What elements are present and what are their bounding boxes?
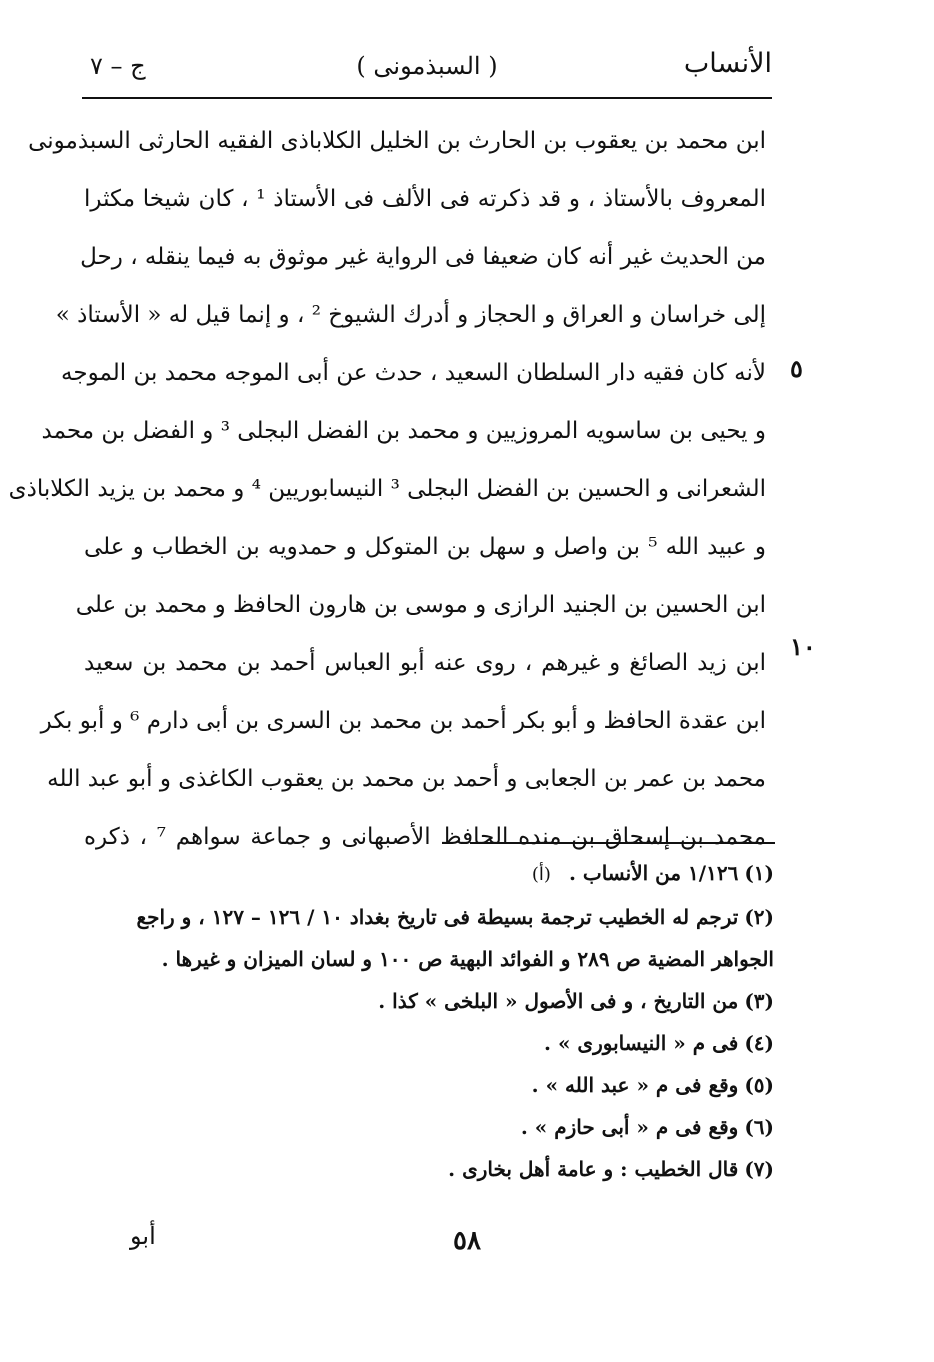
header-volume: ج – ٧ xyxy=(90,52,146,80)
footnote-number: (٤) xyxy=(744,1031,774,1055)
page-header xyxy=(82,48,772,94)
footnote-4 xyxy=(84,1022,774,1064)
footnote-text: وقع فى م « عبد الله » . xyxy=(531,1073,739,1097)
footnote-number: (٥) xyxy=(744,1073,774,1097)
catchword: أبو xyxy=(130,1222,156,1250)
text-line: إلى خراسان و العراق و الحجاز و أدرك الشيوخ ² ، و إنما قيل له « الأستاذ » xyxy=(55,302,766,328)
line-number-10: ١٠ xyxy=(790,632,816,661)
footnote-marker: (أ) xyxy=(531,864,551,885)
text-line: ابن محمد بن يعقوب بن الحارث بن الخليل الكلاباذى الفقيه الحارثى السبذمونى xyxy=(28,128,766,154)
footnote-rule xyxy=(470,842,775,844)
header-rule xyxy=(82,97,772,99)
footnote-number: (٢) xyxy=(744,905,774,929)
text-line: محمد بن إسحاق بن منده الحافظ الأصبهانى و جماعة سواهم ⁷ ، ذكره xyxy=(84,824,766,850)
footnote-number: (٣) xyxy=(744,989,774,1013)
footnote-text: قال الخطيب : و عامة أهل بخارى . xyxy=(448,1157,739,1181)
footnote-5 xyxy=(84,1064,774,1106)
text-line: لأنه كان فقيه دار السلطان السعيد ، حدث عن أبى الموجه محمد بن الموجه xyxy=(61,360,766,386)
header-book-title: الأنساب xyxy=(683,48,772,79)
text-line: المعروف بالأستاذ ، و قد ذكرته فى الألف فى الأستاذ ¹ ، كان شيخا مكثرا xyxy=(84,186,766,212)
footnote-number: (٦) xyxy=(744,1115,774,1139)
footnote-text: وقع فى م « أبى حازم » . xyxy=(520,1115,739,1139)
footnote-2-continued xyxy=(84,938,774,980)
header-entry-title: ( السبذمونى ) xyxy=(356,52,498,80)
footnote-1 xyxy=(84,852,774,896)
footnote-3 xyxy=(84,980,774,1022)
footnote-2 xyxy=(84,896,774,938)
footnote-7 xyxy=(84,1148,774,1190)
text-line: ابن الحسين بن الجنيد الرازى و موسى بن هارون الحافظ و محمد بن على xyxy=(75,592,766,618)
footnote-6 xyxy=(84,1106,774,1148)
text-line: ابن زيد الصائغ و غيرهم ، روى عنه أبو العباس أحمد بن محمد بن سعيد xyxy=(84,650,766,676)
footnote-text: من التاريخ ، و فى الأصول « البلخى » كذا . xyxy=(378,989,739,1013)
text-line: من الحديث غير أنه كان ضعيفا فى الرواية غير موثوق به فيما ينقله ، رحل xyxy=(80,244,766,270)
footnote-number: (٧) xyxy=(744,1157,774,1181)
text-line: الشعرانى و الحسين بن الفضل البجلى ³ النيسابوريين ⁴ و محمد بن يزيد الكلاباذى xyxy=(8,476,766,502)
footnote-text: الجواهر المضية ص ٢٨٩ و الفوائد البهية ص ١٠٠ و لسان الميزان و غيرها . xyxy=(161,947,774,971)
line-number-5: ٥ xyxy=(790,354,803,383)
text-line: ابن عقدة الحافظ و أبو بكر أحمد بن محمد بن السرى بن أبى دارم ⁶ و أبو بكر xyxy=(40,708,766,734)
footnote-text: ترجم له الخطيب ترجمة بسيطة فى تاريخ بغداد ١٠ / ١٢٦ – ١٢٧ ، و راجع xyxy=(136,905,739,929)
text-line: و يحيى بن ساسويه المروزيين و محمد بن الفضل البجلى ³ و الفضل بن محمد xyxy=(41,418,766,444)
main-text xyxy=(8,118,766,872)
text-line: و عبيد الله ⁵ بن واصل و سهل بن المتوكل و حمدويه بن الخطاب و على xyxy=(84,534,766,560)
footnote-text: فى م « النيسابورى » . xyxy=(544,1031,739,1055)
footnote-number: (١) xyxy=(744,861,774,885)
footnotes xyxy=(84,852,774,1190)
page-number: ٥٨ xyxy=(453,1226,481,1256)
text-line: محمد بن عمر بن الجعابى و أحمد بن محمد بن يعقوب الكاغذى و أبو عبد الله xyxy=(47,766,766,792)
footnote-text: ١/١٢٦ من الأنساب . xyxy=(568,861,739,885)
